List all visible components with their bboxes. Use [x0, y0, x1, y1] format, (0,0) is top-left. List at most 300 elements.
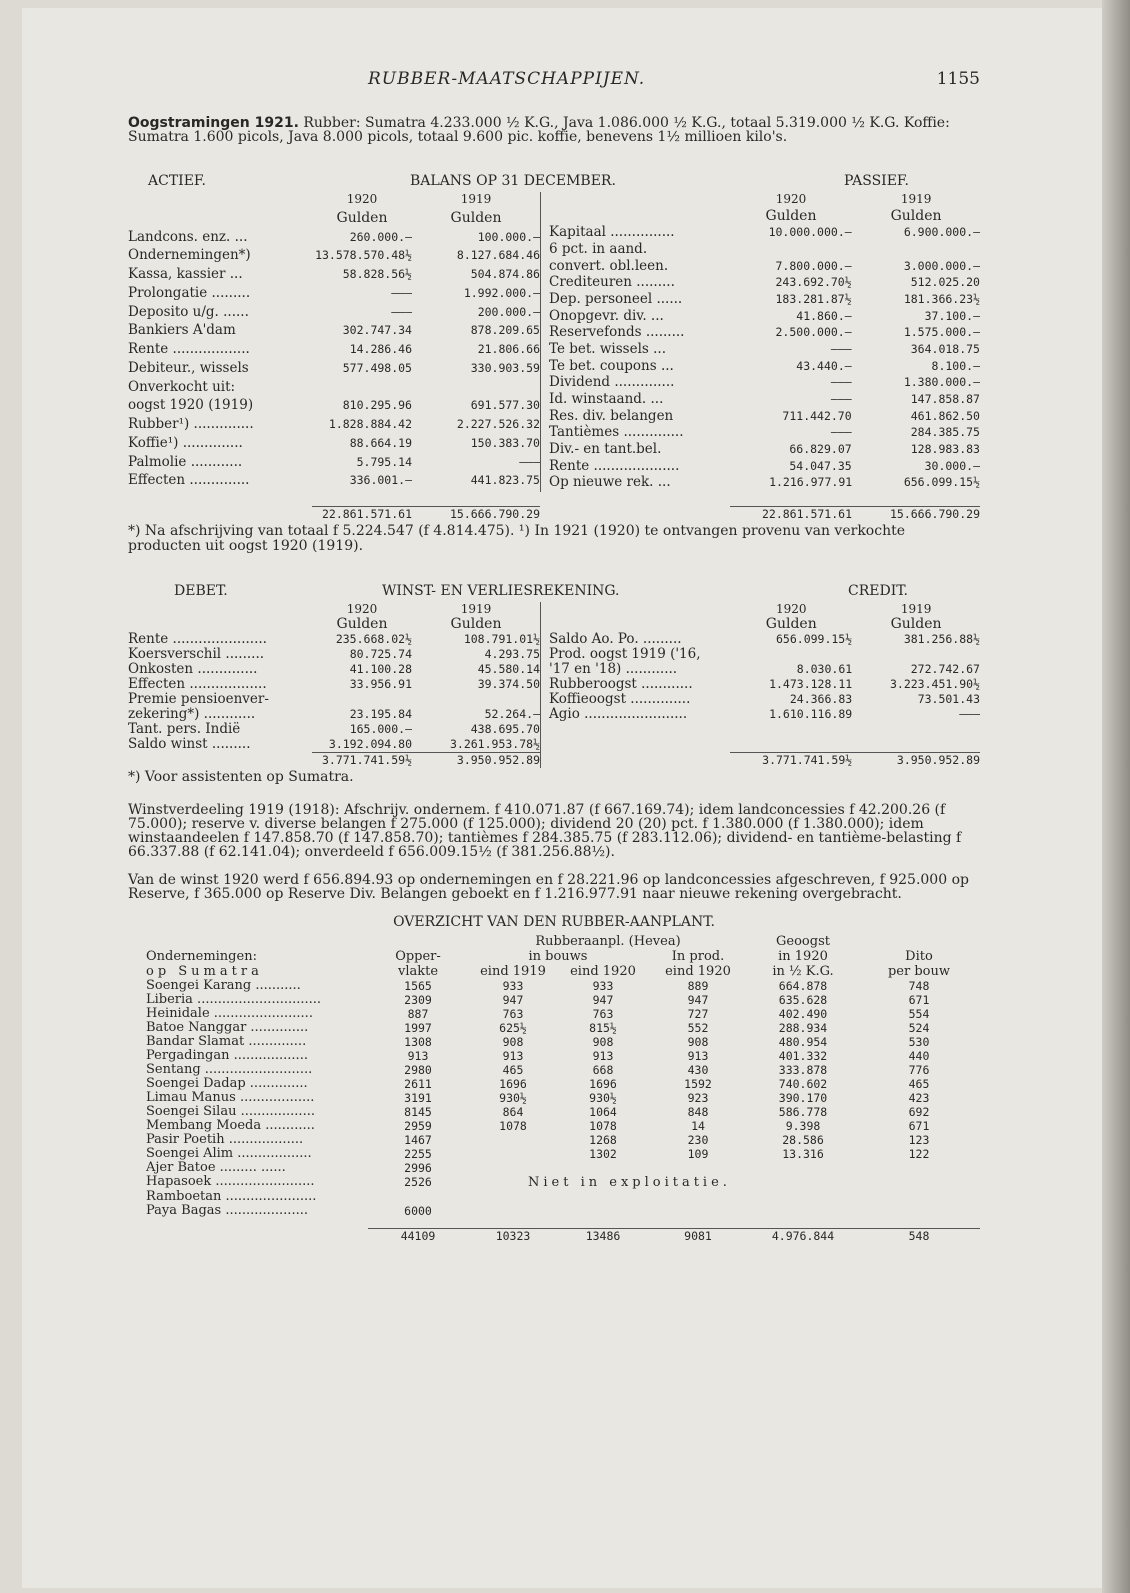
row-label: Dep. personeel ......: [549, 290, 683, 307]
row-label: Premie pensioenver-: [128, 691, 269, 707]
planting-value: 947: [687, 993, 709, 1007]
planting-row: [128, 1021, 980, 1035]
actief-label: ACTIEF.: [148, 173, 206, 189]
row-value: 2.227.526.32: [456, 417, 540, 431]
row-value: 80.725.74: [349, 647, 412, 661]
debet-label: DEBET.: [174, 583, 228, 599]
row-value: 577.498.05: [342, 360, 412, 375]
row-value: 364.018.75: [910, 341, 980, 356]
estate-name: Sentang ..........................: [146, 1062, 313, 1077]
planting-value: 230: [687, 1133, 709, 1147]
planting-value: 635.628: [778, 993, 828, 1007]
estate-name: Soengei Alim ..................: [146, 1146, 312, 1161]
planting-value: [368, 1190, 468, 1204]
row-value: 24.366.83: [789, 692, 853, 707]
balance-total-1920-right: 22.861.571.61: [730, 507, 852, 523]
planting-value: 1696: [589, 1077, 617, 1091]
row-value: 39.374.50: [477, 677, 540, 691]
estate-name: Ramboetan ......................: [146, 1189, 317, 1204]
planting-value: 1592: [684, 1077, 712, 1091]
row-label: Ondernemingen*): [128, 247, 251, 264]
asset-row: [128, 323, 540, 342]
row-value: ———: [830, 375, 852, 390]
planting-value: 727: [687, 1007, 709, 1021]
planting-value: 440: [908, 1049, 930, 1063]
planting-row: [128, 1147, 980, 1161]
row-value: 30.000.—: [924, 458, 980, 473]
asset-row: [128, 455, 540, 474]
row-value: 52.264.—: [484, 707, 540, 721]
planting-value: 947: [592, 993, 614, 1007]
planting-value: [648, 1204, 748, 1218]
planting-row: [128, 979, 980, 993]
row-value: 7.800.000.—: [775, 258, 852, 273]
pl-total-1920-left: 3.771.741.59½: [312, 753, 412, 769]
row-value: 45.580.14: [477, 662, 540, 676]
planting-value: 930½: [589, 1091, 617, 1105]
planting-value: [558, 1161, 648, 1175]
row-value: 58.828.56½: [342, 267, 412, 281]
estate-name: Liberia ..............................: [146, 992, 322, 1007]
planting-row: [128, 1161, 980, 1175]
row-label: convert. obl.leen.: [549, 257, 669, 274]
credit-row: [541, 647, 981, 662]
profit-note: Van de winst 1920 werd f 656.894.93 op ondernemingen en f 28.221.96 op landconcessies afgeschreven, f 925.000 op Reserve, f 365.000 op Reserve Div. Belangen geboekt en f 1.216.977.91 naar nieuwe rekening overgebracht.: [128, 872, 969, 902]
planting-value: [558, 1204, 648, 1218]
planting-value: 8145: [404, 1105, 432, 1119]
estate-name: Batoe Nanggar ..............: [146, 1020, 309, 1035]
row-label: Tant. pers. Indië: [128, 721, 241, 737]
planting-value: 913: [502, 1049, 524, 1063]
passief-label: PASSIEF.: [844, 173, 909, 189]
row-value: 272.742.67: [910, 662, 980, 677]
planting-value: 913: [592, 1049, 614, 1063]
asset-row: [128, 305, 540, 324]
planting-value: 671: [908, 1119, 930, 1133]
balance-total-1919-left: 15.666.790.29: [412, 507, 540, 523]
row-value: 260.000.—: [349, 229, 412, 244]
planting-value: 2980: [404, 1063, 432, 1077]
row-value: 235.668.02½: [335, 632, 412, 646]
row-label: Landcons. enz. ...: [128, 228, 248, 245]
credit-row: [541, 692, 981, 707]
row-value: 330.903.59: [470, 360, 540, 375]
liability-row: [541, 425, 981, 442]
planting-value: [858, 1161, 980, 1175]
row-value: [312, 380, 412, 399]
planting-value: [468, 1147, 558, 1161]
liability-row: [541, 475, 981, 492]
planting-value: 524: [908, 1021, 930, 1035]
credit-label: CREDIT.: [848, 583, 908, 599]
planting-title: OVERZICHT VAN DEN RUBBER-AANPLANT.: [393, 914, 715, 930]
planting-totals: [128, 1229, 980, 1245]
liability-row: [541, 392, 981, 409]
row-value: ———: [959, 707, 980, 722]
row-label: Te bet. coupons ...: [549, 357, 674, 374]
planting-total: 548: [908, 1229, 930, 1243]
planting-value: 14: [691, 1119, 705, 1133]
estate-name: Soengei Dadap ..............: [146, 1076, 308, 1091]
page-edge: [1102, 0, 1130, 1593]
credit-table: 1920 1919 Gulden Gulden Saldo Ao. Po. ......... 656.099.15½ 381.256.88½ Prod. oogst 1919 ('16, '17 en '18) ............ 8.030.61 272.742.67 Rubberoogst ............ 1.473.128.11 3.223.451.90½ Koffieoogst .............. 24.366.83 73.501.43 Agio ........................ 1.610.116.89 ——— 3.771.741.59½ 3.950.952.89: [540, 602, 980, 768]
row-label: Crediteuren .........: [549, 274, 675, 291]
planting-total: 4.976.844: [771, 1229, 835, 1243]
row-value: 512.025.20: [910, 275, 980, 290]
row-value: 33.956.91: [349, 677, 412, 691]
asset-row: [128, 286, 540, 305]
row-label: Rente ......................: [128, 631, 267, 647]
row-value: 147.858.87: [910, 391, 980, 406]
row-value: [412, 380, 540, 399]
planting-value: 763: [592, 1007, 614, 1021]
liability-row: [541, 242, 981, 259]
planting-value: 913: [407, 1049, 429, 1063]
planting-value: 28.586: [782, 1133, 824, 1147]
content: [128, 69, 980, 1244]
row-label: Kapitaal ...............: [549, 224, 675, 241]
liability-row: [541, 309, 981, 326]
planting-value: 2959: [404, 1119, 432, 1133]
row-value: 4.293.75: [484, 647, 540, 661]
row-label: Tantièmes ..............: [549, 424, 684, 441]
planting-value: 2309: [404, 993, 432, 1007]
planting-row: [128, 1133, 980, 1147]
row-value: 54.047.35: [789, 458, 852, 473]
row-label: zekering*) ............: [128, 706, 256, 722]
liability-row: [541, 292, 981, 309]
planting-value: [648, 1161, 748, 1175]
row-value: 8.100.—: [931, 358, 980, 373]
row-value: 100.000.—: [477, 229, 540, 244]
row-value: 441.823.75: [470, 473, 540, 488]
planting-total: 44109: [400, 1229, 436, 1243]
row-label: Saldo Ao. Po. .........: [549, 631, 682, 648]
planting-value: 586.778: [778, 1105, 828, 1119]
asset-row: [128, 267, 540, 286]
planting-value: 1268: [589, 1133, 617, 1147]
row-label: '17 en '18) ............: [549, 661, 678, 678]
row-value: 461.862.50: [910, 408, 980, 423]
harvest-estimates: [128, 116, 980, 144]
asset-row: [128, 398, 540, 417]
asset-row: [128, 473, 540, 492]
planting-value: [468, 1133, 558, 1147]
planting-value: [748, 1161, 858, 1175]
planting-value: 2996: [404, 1161, 432, 1175]
row-value: 6.900.000.—: [903, 225, 980, 240]
row-value: [730, 242, 852, 259]
planting-value: 913: [687, 1049, 709, 1063]
credit-row: [541, 662, 981, 677]
planting-row: [128, 1035, 980, 1049]
planting-value: [648, 1190, 748, 1204]
credit-row: [541, 677, 981, 692]
row-value: 1.828.884.42: [328, 417, 412, 431]
planting-value: 2255: [404, 1147, 432, 1161]
row-value: 5.795.14: [356, 454, 412, 469]
row-label: Agio ........................: [549, 706, 688, 723]
row-value: ———: [519, 454, 540, 469]
row-label: Rubberoogst ............: [549, 676, 693, 693]
planting-value: 668: [592, 1063, 614, 1077]
asset-row: [128, 230, 540, 249]
estate-name: Pasir Poetih ..................: [146, 1132, 304, 1147]
planting-value: 763: [502, 1007, 524, 1021]
planting-value: 933: [502, 979, 524, 993]
row-label: Saldo winst .........: [128, 736, 251, 752]
row-label: Te bet. wissels ...: [549, 340, 667, 357]
planting-value: 1565: [404, 979, 432, 993]
credit-row: [541, 632, 981, 647]
row-value: 691.577.30: [470, 398, 540, 413]
liability-row: [541, 275, 981, 292]
planting-value: 848: [687, 1105, 709, 1119]
planting-value: 1308: [404, 1035, 432, 1049]
row-value: ———: [391, 285, 412, 300]
balance-heading: [128, 174, 980, 192]
row-value: 88.664.19: [349, 435, 412, 450]
row-value: 656.099.15½: [903, 475, 980, 490]
asset-row: [128, 417, 540, 436]
planting-row: [128, 1204, 980, 1218]
planting-value: 664.878: [778, 979, 828, 993]
debit-row: [128, 692, 540, 707]
debit-row: [128, 722, 540, 737]
row-value: ———: [830, 341, 852, 356]
planting-value: 465: [502, 1063, 524, 1077]
planting-value: 815½: [589, 1021, 617, 1035]
row-value: ———: [391, 304, 412, 319]
row-value: 284.385.75: [910, 425, 980, 440]
row-value: 3.192.094.80: [328, 737, 412, 751]
debit-row: [128, 737, 540, 753]
pl-footnote: *) Voor assistenten op Sumatra.: [128, 769, 354, 785]
row-value: [852, 647, 980, 662]
debit-row: [128, 677, 540, 692]
planting-value: [468, 1190, 558, 1204]
balance-table: [128, 192, 980, 492]
row-label: Onverkocht uit:: [128, 378, 236, 395]
estate-name: Membang Moeda ............: [146, 1118, 315, 1133]
planting-value: 6000: [404, 1204, 432, 1218]
row-label: Deposito u/g. ......: [128, 303, 249, 320]
planting-value: 423: [908, 1091, 930, 1105]
row-value: 1.610.116.89: [769, 707, 853, 722]
row-value: 1.380.000.—: [903, 375, 980, 390]
assets-table: 1920 1919 Gulden Gulden Landcons. enz. ... 260.000.— 100.000.— Ondernemingen*) 13.578.570.48½ 8.127.684.46 Kassa, kassier ... 58.828.56½ 504.874.86 Prolongatie ......... ——— 1.992.000.— Deposito u/g. ...... ——— 200.000.— Bankiers A'dam 302.747.34 878.209.65 Rente .................. 14.286.46 21.806.66 Debiteur., wissels 577.498.05 330.903.59 Onverkocht uit: oogst 1920 (1919) 810.295.96 691.577.30 Rubber¹) .............. 1.828.884.42 2.227.526.32 Koffie¹) .............. 88.664.19 150.383.70 Palmolie ............ 5.795.14 ——— Effecten .............. 336.001.— 441.823.75: [128, 192, 540, 492]
planting-value: 288.934: [778, 1021, 828, 1035]
row-value: 336.001.—: [349, 473, 412, 488]
row-label: oogst 1920 (1919): [128, 397, 254, 414]
row-value: 504.874.86: [470, 267, 540, 281]
planting-value: 908: [502, 1035, 524, 1049]
planting-value: 333.878: [778, 1063, 828, 1077]
row-label: Kassa, kassier ...: [128, 266, 243, 282]
liability-row: [541, 459, 981, 476]
row-value: 66.829.07: [789, 441, 852, 456]
debit-row: [128, 647, 540, 662]
row-value: 3.000.000.—: [903, 258, 980, 273]
row-value: 8.030.61: [796, 662, 853, 677]
asset-row: [128, 361, 540, 380]
row-value: 13.578.570.48½: [315, 248, 412, 263]
row-value: 1.473.128.11: [769, 677, 853, 692]
estate-name: Soengei Karang ...........: [146, 978, 301, 993]
row-value: 8.127.684.46: [456, 248, 540, 263]
debit-row: [128, 662, 540, 677]
planting-value: 552: [687, 1021, 709, 1035]
planting-value: 123: [908, 1133, 930, 1147]
liability-row: [541, 325, 981, 342]
debit-table: 1920 1919 Gulden Gulden Rente ...................... 235.668.02½ 108.791.01½ Koersverschil ......... 80.725.74 4.293.75 Onkosten .............. 41.100.28 45.580.14 Effecten .................. 33.956.91 39.374.50 Premie pensioenver- zekering*) ............ 23.195.84 52.264.— Tant. pers. Indië 165.000.— 438.695.70 Saldo winst ......... 3.192.094.80 3.261.953.78½ 3.771.741.59½ 3.950.952.89: [128, 602, 540, 767]
liability-row: [541, 359, 981, 376]
row-value: 10.000.000.—: [768, 225, 852, 240]
debit-row: [128, 707, 540, 722]
estate-name: Heinidale ........................: [146, 1006, 313, 1021]
planting-table: Rubberaanpl. (Hevea) Geoogst Ondernemingen: Opper- in bouws In prod. in 1920 Dito op Sumatra vlakte eind 1919 eind 1920 eind 1920 in ½ K.G. per bouw Soengei Karang ........... 1565 933 933 889 664.878 748 Liberia .............................. 2309 947 947 947 635.628 671 Heinidale ........................ 887 763 763 727 402.490 554 Batoe Nanggar .............. 1997 625½ 815½ 552 288.934 524 Bandar Slamat .............. 1308 908 908 908 480.954 530 Pergadingan .................. 913 913 913 913 401.332 440 Sentang .......................... 2980 465 668 430 333.878 776 Soengei Dadap .............. 2611 1696 1696 1592 740.602 465 Limau Manus .................. 3191 930½ 930½ 923 390.170 423 Soengei Silau .................. 8145 864 1064 848 586.778 692 Membang Moeda ............ 2959 1078 1078 14 9.398 671 Pasir Poetih .................. 1467 1268 230 28.586 123 Soengei Alim .................. 2255 1302 109 13.316 122 Ajer Batoe ......... ...... 2996 Hapasoek ........................ 2526 Niet in exploitatie. Ramboetan ...................... Paya Bagas .................... 6000 44109 10323 13486 9081 4.976.844 548: [128, 934, 980, 1244]
asset-row: [128, 380, 540, 399]
planting-value: 864: [502, 1105, 524, 1119]
liability-row: [541, 225, 981, 242]
row-value: 381.256.88½: [903, 632, 980, 647]
pl-heading: [128, 584, 980, 602]
row-value: 438.695.70: [470, 722, 540, 736]
row-value: 165.000.—: [349, 722, 412, 736]
row-label: Op nieuwe rek. ...: [549, 474, 671, 491]
planting-value: 390.170: [778, 1091, 828, 1105]
planting-value: 933: [592, 979, 614, 993]
row-value: 711.442.70: [782, 408, 852, 423]
row-value: 73.501.43: [917, 692, 980, 707]
row-label: Dividend ..............: [549, 374, 675, 391]
planting-value: 2526: [404, 1175, 432, 1189]
pl-table: [128, 602, 980, 768]
liability-row: [541, 409, 981, 426]
asset-row: [128, 248, 540, 267]
row-value: [730, 647, 852, 662]
row-label: Koersverschil .........: [128, 646, 265, 662]
row-value: 14.286.46: [349, 342, 412, 356]
asset-row: [128, 342, 540, 361]
row-value: 878.209.65: [470, 323, 540, 338]
row-label: Rente ....................: [549, 457, 680, 474]
row-value: [412, 692, 540, 707]
planting-value: 2611: [404, 1077, 432, 1091]
row-label: 6 pct. in aand.: [549, 240, 648, 257]
planting-value: 1064: [589, 1105, 617, 1119]
row-label: Div.- en tant.bel.: [549, 440, 662, 457]
planting-value: 1467: [404, 1133, 432, 1147]
row-label: Koffieoogst ..............: [549, 691, 691, 708]
row-label: Palmolie ............: [128, 453, 243, 470]
row-label: Prolongatie .........: [128, 284, 251, 301]
planting-row: [128, 993, 980, 1007]
planting-value: [858, 1204, 980, 1218]
liability-row: [541, 342, 981, 359]
planting-total: 10323: [495, 1229, 531, 1243]
row-label: Bankiers A'dam: [128, 322, 236, 339]
planting-value: 923: [687, 1091, 709, 1105]
row-label: Effecten ..............: [128, 472, 250, 489]
row-value: 3.223.451.90½: [889, 677, 980, 692]
planting-value: 402.490: [778, 1007, 828, 1021]
liability-row: [541, 259, 981, 276]
balance-total-1919-right: 15.666.790.29: [852, 507, 980, 523]
planting-value: [468, 1161, 558, 1175]
planting-value: 9.398: [785, 1119, 821, 1133]
row-label: Reservefonds .........: [549, 324, 685, 341]
row-value: 810.295.96: [342, 398, 412, 413]
planting-total: 13486: [585, 1229, 621, 1243]
row-value: ———: [830, 425, 852, 440]
row-value: 21.806.66: [477, 342, 540, 356]
estate-name: Pergadingan ..................: [146, 1048, 308, 1063]
estate-name: Hapasoek ........................: [146, 1174, 315, 1189]
planting-value: 109: [687, 1147, 709, 1161]
estate-name: Paya Bagas ....................: [146, 1203, 308, 1218]
planting-value: 1302: [589, 1147, 617, 1161]
planting-value: 430: [687, 1063, 709, 1077]
planting-value: 13.316: [782, 1147, 824, 1161]
planting-value: 748: [908, 979, 930, 993]
planting-value: 908: [592, 1035, 614, 1049]
estate-name: Soengei Silau ..................: [146, 1104, 315, 1119]
planting-value: [748, 1190, 858, 1204]
row-value: 43.440.—: [796, 358, 852, 373]
planting-value: 122: [908, 1147, 930, 1161]
row-value: 3.261.953.78½: [449, 737, 540, 751]
row-value: 41.860.—: [796, 308, 852, 323]
row-value: 23.195.84: [349, 707, 412, 721]
balance-totals: [128, 506, 980, 522]
planting-value: 776: [908, 1063, 930, 1077]
row-value: 2.500.000.—: [775, 325, 852, 340]
planting-value: 465: [908, 1077, 930, 1091]
estimates-text: Rubber: Sumatra 4.233.000 ½ K.G., Java 1.086.000 ½ K.G., totaal 5.319.000 ½ K.G. Koffie: Sumatra 1.600 picols, Java 8.000 picols, totaal 9.600 pic. koffie, benevens 1½ millioen kilo's.: [128, 115, 950, 145]
planting-value: [748, 1204, 858, 1218]
planting-value: 1696: [499, 1077, 527, 1091]
row-label: Res. div. belangen: [549, 407, 674, 424]
row-value: ———: [830, 391, 852, 406]
planting-value: 1078: [589, 1119, 617, 1133]
planting-value: 625½: [499, 1021, 527, 1035]
row-label: Koffie¹) ..............: [128, 434, 243, 451]
pl-total-1919-left: 3.950.952.89: [412, 753, 540, 769]
row-label: Prod. oogst 1919 ('16,: [549, 646, 701, 663]
running-header: [128, 69, 980, 96]
row-value: 200.000.—: [477, 304, 540, 319]
planting-row: [128, 1063, 980, 1077]
planting-value: 3191: [404, 1091, 432, 1105]
estimates-label: Oogstramingen 1921.: [128, 115, 299, 131]
planting-value: 889: [687, 979, 709, 993]
row-value: 243.692.70½: [775, 275, 852, 290]
liabilities-table: 1920 1919 Gulden Gulden Kapitaal ............... 10.000.000.— 6.900.000.— 6 pct. in aand. convert. obl.leen. 7.800.000.— 3.000.000.— Crediteuren ......... 243.692.70½ 512.025.20 Dep. personeel ...... 183.281.87½ 181.366.23½ Onopgevr. div. ... 41.860.— 37.100.— Reservefonds ......... 2.500.000.— 1.575.000.— Te bet. wissels ... ——— 364.018.75 Te bet. coupons ... 43.440.— 8.100.— Dividend .............. ——— 1.380.000.— Id. winstaand. ... ——— 147.858.87 Res. div. belangen 711.442.70 461.862.50 Tantièmes .............. ——— 284.385.75 Div.- en tant.bel. 66.829.07 128.983.83 Rente .................... 54.047.35 30.000.— Op nieuwe rek. ... 1.216.977.91 656.099.15½: [540, 192, 980, 492]
planting-value: 480.954: [778, 1035, 828, 1049]
row-value: 1.992.000.—: [463, 285, 540, 300]
estate-name: Limau Manus ..................: [146, 1090, 315, 1105]
header-title: RUBBER-MAATSCHAPPIJEN.: [368, 69, 646, 89]
planting-row: [128, 1091, 980, 1105]
planting-value: 530: [908, 1035, 930, 1049]
planting-row: [128, 1007, 980, 1021]
planting-value: 930½: [499, 1091, 527, 1105]
planting-value: 671: [908, 993, 930, 1007]
row-value: [852, 242, 980, 259]
asset-row: [128, 436, 540, 455]
planting-value: 947: [502, 993, 524, 1007]
